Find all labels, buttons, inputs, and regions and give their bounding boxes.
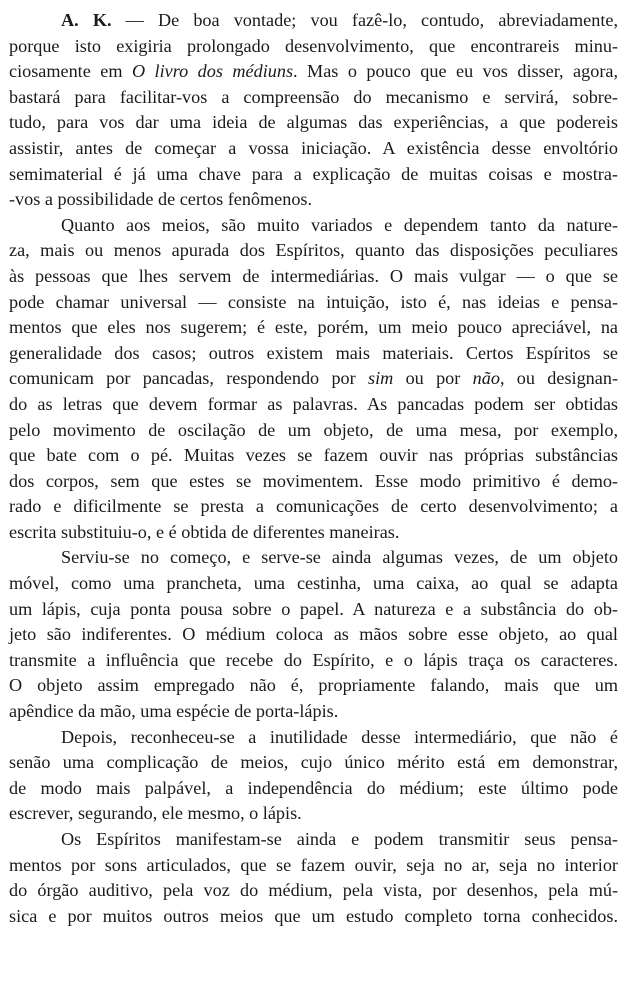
paragraph-3 <box>9 545 618 724</box>
text-line: porque isto exigiria prolongado desenvolvimento, que encontrareis minu- <box>9 35 618 56</box>
text-line: transmite a influência que recebe do Espírito, e o lápis traça os caracteres. <box>9 649 618 670</box>
line-text: ciosamente em <box>9 61 132 82</box>
text-line <box>9 59 618 85</box>
text-line: que bate com o pé. Muitas vezes se fazem ouvir nas próprias substâncias <box>9 445 618 466</box>
text-line: Serviu-se no começo, e serve-se ainda algumas vezes, de um objeto <box>61 547 618 568</box>
text-line <box>9 8 618 34</box>
line-text: ou por <box>393 368 473 389</box>
text-line: móvel, como uma prancheta, uma cestinha, uma caixa, ao qual se adapta <box>9 573 618 594</box>
text-line: pode chamar universal — consiste na intuição, isto é, nas ideias e pensa- <box>9 291 618 312</box>
text-line: rado e dificilmente se presta a comunicações de certo desenvolvimento; a <box>9 496 618 517</box>
text-line: jeto são indiferentes. O médium coloca as mãos sobre esse objeto, ao qual <box>9 624 618 645</box>
text-line: às pessoas que lhes servem de intermediárias. O mais vulgar — o que se <box>9 265 618 286</box>
text-line: mentos por sons articulados, que se fazem ouvir, seja no ar, seja no interior <box>9 854 618 875</box>
text-line <box>9 366 618 392</box>
text-line: mentos que eles nos sugerem; é este, porém, um meio pouco apreciável, na <box>9 317 618 338</box>
text-line: escrita substituiu-o, e é obtida de diferentes maneiras. <box>9 521 400 542</box>
text-line: um lápis, cuja ponta pousa sobre o papel. A natureza e a substância do ob- <box>9 598 618 619</box>
text-line: do órgão auditivo, pela voz do médium, pela vista, por desenhos, pela mú- <box>9 880 618 901</box>
text-line: escrever, segurando, ele mesmo, o lápis. <box>9 803 302 824</box>
text-line: Os Espíritos manifestam-se ainda e podem transmitir seus pensa- <box>61 829 618 849</box>
line-text: , ou designan- <box>499 368 618 389</box>
book-title: O livro dos médiuns <box>131 61 294 82</box>
text-line: sica e por muitos outros meios que um estudo completo torna conhecidos. <box>9 905 618 926</box>
text-line: O objeto assim empregado não é, propriamente falando, mais que um <box>9 675 618 696</box>
text-line: de modo mais palpável, a independência do médium; este último pode <box>9 777 618 798</box>
paragraph-5 <box>9 827 618 929</box>
text-line: generalidade dos casos; outros existem mais materiais. Certos Espíritos se <box>9 342 618 363</box>
text-line: apêndice da mão, uma espécie de porta-lápis. <box>9 701 339 722</box>
paragraph-4 <box>9 725 618 827</box>
text-line: Depois, reconheceu-se a inutilidade desse intermediário, que não é <box>61 726 618 747</box>
emphasis-word: sim <box>368 368 394 389</box>
text-line: Quanto aos meios, são muito variados e dependem tanto da nature- <box>61 214 618 235</box>
line-text: — De boa vontade; vou fazê-lo, contudo, abreviadamente, <box>111 10 618 30</box>
text-line: pelo movimento de oscilação de um objeto, de uma mesa, por exemplo, <box>9 419 618 440</box>
text-line: senão uma complicação de meios, cujo único mérito está em demonstrar, <box>9 752 618 773</box>
text-line: do as letras que devem formar as palavras. As pancadas podem ser obtidas <box>9 393 618 414</box>
speaker-label: A. K. <box>61 10 112 30</box>
text-line: semimaterial é já uma chave para a explicação de muitas coisas e mostra- <box>9 163 618 184</box>
line-text: comunicam por pancadas, respondendo por <box>9 368 369 389</box>
paragraph-2 <box>9 213 618 546</box>
text-line: bastará para facilitar-vos a compreensão do mecanismo e servirá, sobre- <box>9 86 618 107</box>
text-line: -vos a possibilidade de certos fenômenos. <box>9 189 313 210</box>
line-text: . Mas o pouco que eu vos disser, agora, <box>293 61 618 82</box>
text-line: dos corpos, sem que estes se movimentem. Esse modo primitivo é demo- <box>9 470 618 491</box>
text-line: za, mais ou menos apurada dos Espíritos, quanto das disposições peculiares <box>9 240 618 261</box>
text-line: tudo, para vos dar uma ideia de algumas das experiências, a que podereis <box>9 112 618 133</box>
emphasis-word: não <box>472 368 500 389</box>
text-line: assistir, antes de começar a vossa iniciação. A existência desse envoltório <box>9 137 618 158</box>
paragraph-1 <box>9 8 618 213</box>
